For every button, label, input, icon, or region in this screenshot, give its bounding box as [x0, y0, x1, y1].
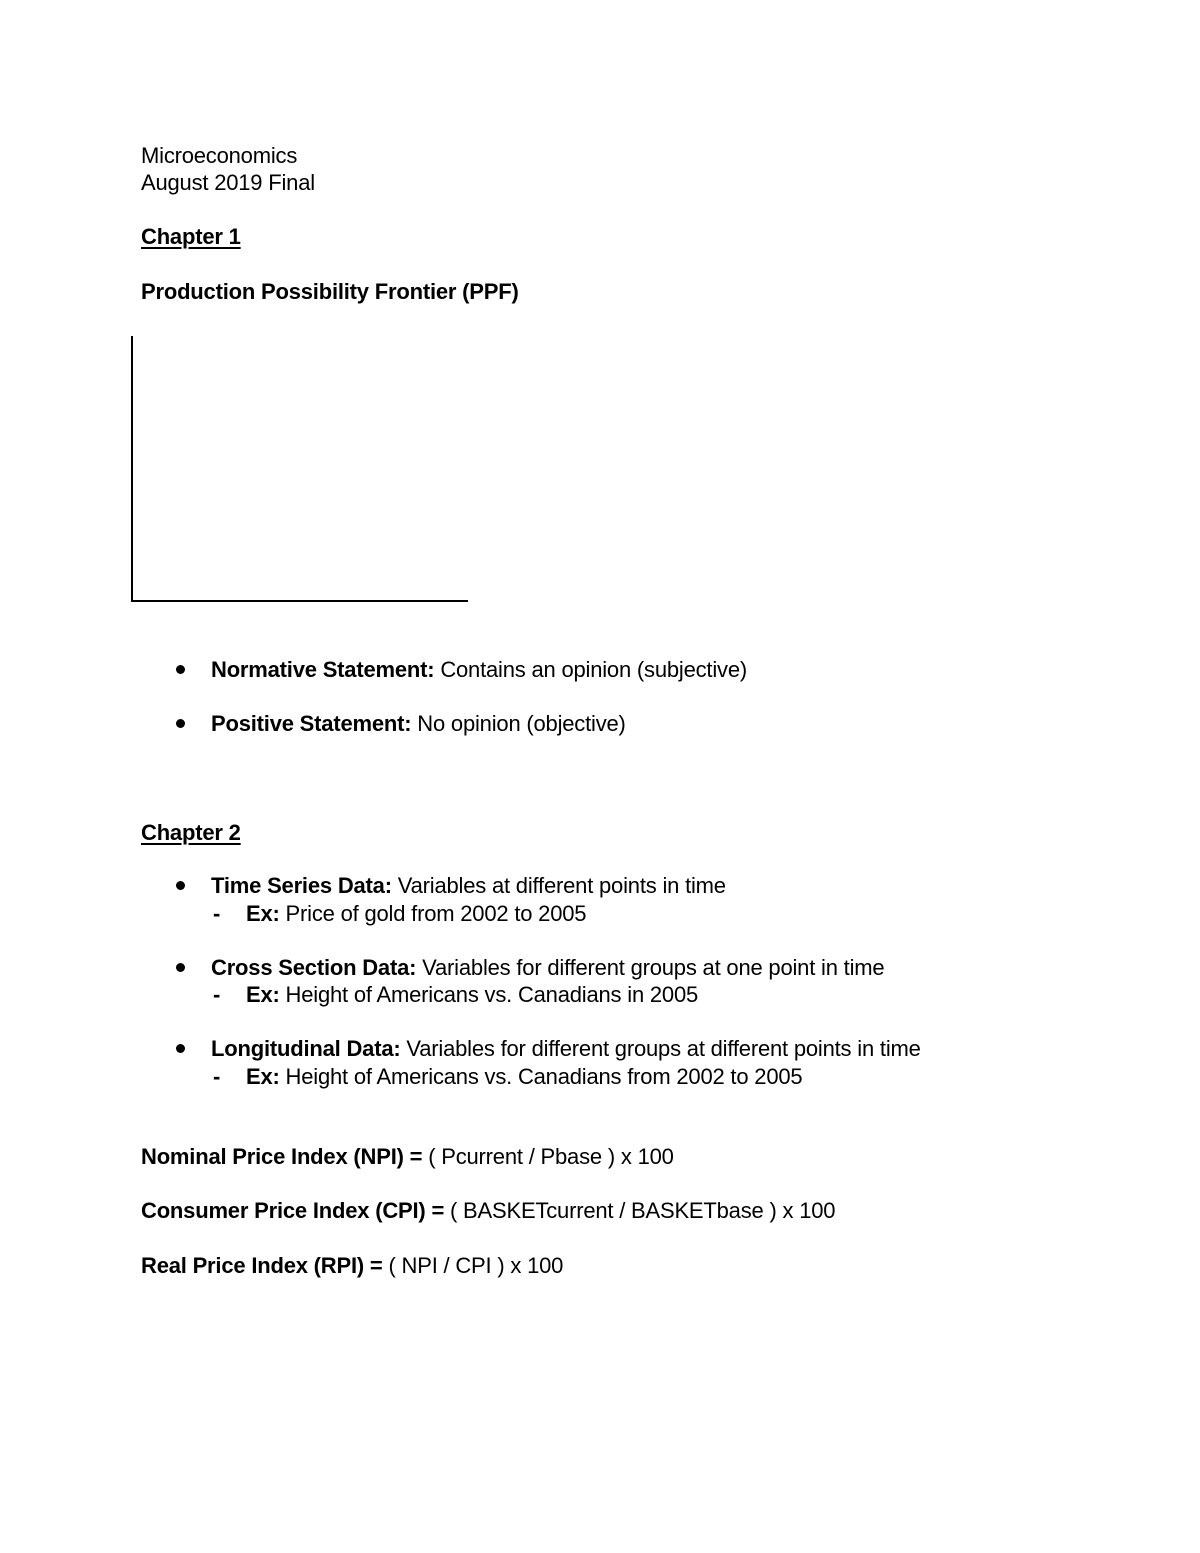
- formula-npi: [141, 1143, 674, 1170]
- ppf-x-axis: [131, 600, 468, 602]
- term-label: Cross Section Data:: [211, 955, 417, 980]
- example-text: Height of Americans vs. Canadians in 2005: [279, 982, 699, 1007]
- bullet-icon: [176, 1044, 185, 1053]
- list-item-positive: [211, 710, 626, 737]
- bullet-icon: [176, 963, 185, 972]
- example-longitudinal: [246, 1063, 802, 1090]
- formula-rpi: [141, 1252, 563, 1279]
- example-cross-section: [246, 981, 698, 1008]
- formula-name: Consumer Price Index (CPI) =: [141, 1198, 445, 1223]
- formula-expression: ( NPI / CPI ) x 100: [382, 1253, 564, 1278]
- chapter-1-heading: Chapter 1: [141, 224, 241, 249]
- chapter-2-heading: Chapter 2: [141, 820, 241, 845]
- course-title: Microeconomics: [141, 143, 298, 168]
- dash-marker: -: [213, 1064, 221, 1089]
- dash-marker: -: [213, 982, 221, 1007]
- example-label: Ex:: [246, 1064, 280, 1089]
- bullet-icon: [176, 665, 185, 674]
- term-label: Positive Statement:: [211, 711, 412, 736]
- formula-expression: ( BASKETcurrent / BASKETbase ) x 100: [444, 1198, 836, 1223]
- term-description: No opinion (objective): [411, 711, 626, 736]
- dash-marker: -: [213, 901, 221, 926]
- term-description: Variables at different points in time: [391, 873, 726, 898]
- example-text: Height of Americans vs. Canadians from 2002 to 2005: [279, 1064, 803, 1089]
- example-label: Ex:: [246, 901, 280, 926]
- example-label: Ex:: [246, 982, 280, 1007]
- list-item-normative: [211, 656, 747, 683]
- bullet-icon: [176, 719, 185, 728]
- term-description: Contains an opinion (subjective): [434, 657, 747, 682]
- example-time-series: [246, 900, 586, 927]
- term-label: Normative Statement:: [211, 657, 435, 682]
- term-label: Time Series Data:: [211, 873, 392, 898]
- term-title: August 2019 Final: [141, 170, 315, 195]
- ppf-title: Production Possibility Frontier (PPF): [141, 279, 519, 304]
- term-description: Variables for different groups at different points in time: [400, 1036, 921, 1061]
- list-item-cross-section: [211, 954, 884, 981]
- list-item-longitudinal: [211, 1035, 921, 1062]
- example-text: Price of gold from 2002 to 2005: [279, 901, 587, 926]
- term-description: Variables for different groups at one point in time: [416, 955, 885, 980]
- bullet-icon: [176, 881, 185, 890]
- formula-expression: ( Pcurrent / Pbase ) x 100: [422, 1144, 674, 1169]
- formula-name: Real Price Index (RPI) =: [141, 1253, 383, 1278]
- list-item-time-series: [211, 872, 726, 899]
- term-label: Longitudinal Data:: [211, 1036, 401, 1061]
- formula-cpi: [141, 1197, 835, 1224]
- ppf-y-axis: [131, 336, 133, 602]
- formula-name: Nominal Price Index (NPI) =: [141, 1144, 423, 1169]
